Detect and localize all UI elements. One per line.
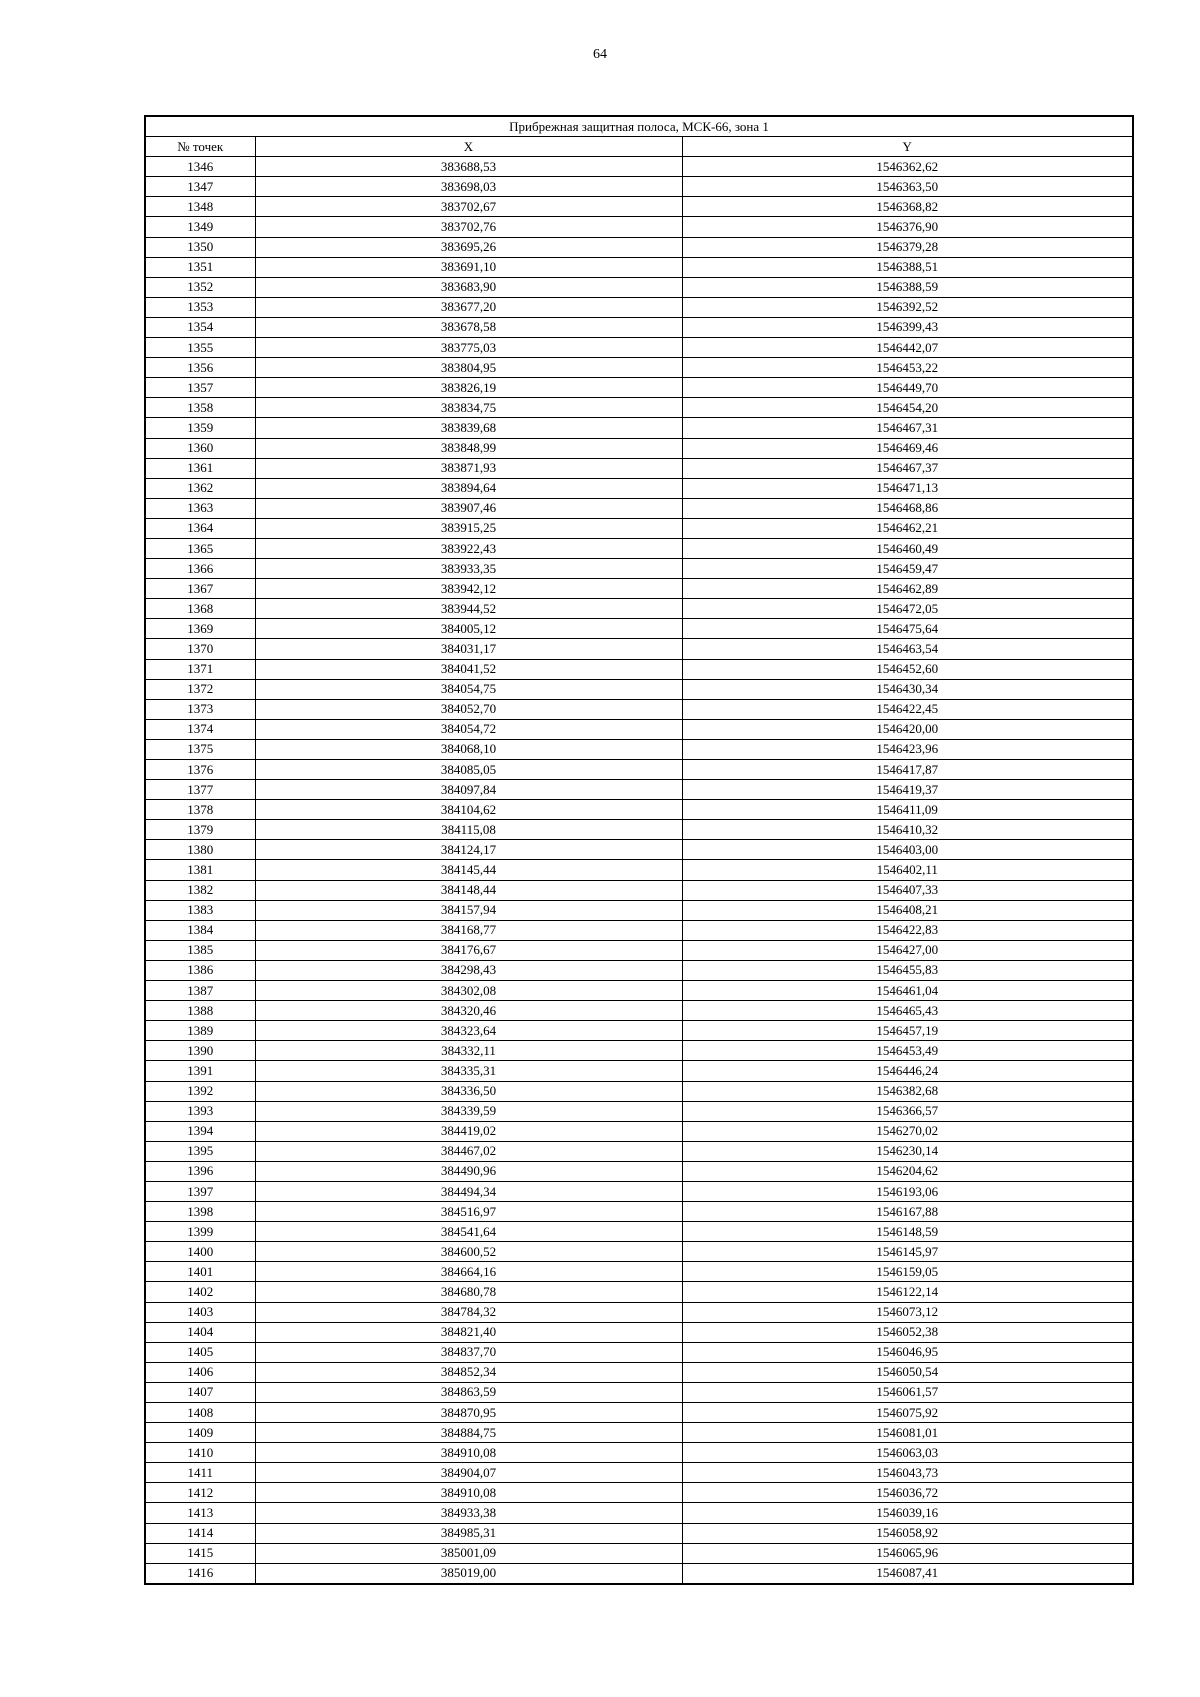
cell-y: 1546230,14 — [682, 1141, 1133, 1161]
cell-x: 384031,17 — [255, 639, 682, 659]
cell-x: 384052,70 — [255, 699, 682, 719]
table-row — [145, 277, 1133, 297]
cell-point-number: 1375 — [145, 739, 255, 759]
table-row — [145, 518, 1133, 538]
cell-point-number: 1362 — [145, 478, 255, 498]
table-row — [145, 197, 1133, 217]
table-row — [145, 1342, 1133, 1362]
cell-point-number: 1408 — [145, 1403, 255, 1423]
cell-x: 384336,50 — [255, 1081, 682, 1101]
cell-point-number: 1352 — [145, 277, 255, 297]
table-row — [145, 157, 1133, 177]
cell-y: 1546417,87 — [682, 760, 1133, 780]
cell-y: 1546442,07 — [682, 338, 1133, 358]
table-row — [145, 237, 1133, 257]
cell-point-number: 1354 — [145, 317, 255, 337]
cell-x: 383907,46 — [255, 498, 682, 518]
cell-point-number: 1395 — [145, 1141, 255, 1161]
cell-x: 384168,77 — [255, 920, 682, 940]
table-row — [145, 780, 1133, 800]
cell-x: 384097,84 — [255, 780, 682, 800]
cell-y: 1546376,90 — [682, 217, 1133, 237]
cell-point-number: 1357 — [145, 378, 255, 398]
table-row — [145, 820, 1133, 840]
cell-point-number: 1412 — [145, 1483, 255, 1503]
cell-point-number: 1364 — [145, 518, 255, 538]
cell-y: 1546467,37 — [682, 458, 1133, 478]
table-row — [145, 619, 1133, 639]
cell-point-number: 1407 — [145, 1382, 255, 1402]
cell-point-number: 1348 — [145, 197, 255, 217]
cell-x: 384821,40 — [255, 1322, 682, 1342]
table-row — [145, 1543, 1133, 1563]
cell-x: 384320,46 — [255, 1001, 682, 1021]
cell-point-number: 1385 — [145, 940, 255, 960]
cell-x: 383944,52 — [255, 599, 682, 619]
cell-x: 384910,08 — [255, 1443, 682, 1463]
cell-x: 384115,08 — [255, 820, 682, 840]
cell-x: 384157,94 — [255, 900, 682, 920]
cell-y: 1546382,68 — [682, 1081, 1133, 1101]
cell-point-number: 1400 — [145, 1242, 255, 1262]
table-row — [145, 1161, 1133, 1181]
cell-x: 384332,11 — [255, 1041, 682, 1061]
cell-point-number: 1347 — [145, 177, 255, 197]
table-row — [145, 1523, 1133, 1543]
column-header-point-number: № точек — [145, 137, 255, 157]
cell-y: 1546453,49 — [682, 1041, 1133, 1061]
table-row — [145, 960, 1133, 980]
cell-x: 384910,08 — [255, 1483, 682, 1503]
cell-point-number: 1377 — [145, 780, 255, 800]
cell-x: 384302,08 — [255, 981, 682, 1001]
cell-x: 384884,75 — [255, 1423, 682, 1443]
cell-y: 1546467,31 — [682, 418, 1133, 438]
table-row — [145, 599, 1133, 619]
cell-point-number: 1360 — [145, 438, 255, 458]
cell-x: 384467,02 — [255, 1141, 682, 1161]
cell-y: 1546403,00 — [682, 840, 1133, 860]
cell-y: 1546454,20 — [682, 398, 1133, 418]
cell-x: 384054,75 — [255, 679, 682, 699]
cell-y: 1546427,00 — [682, 940, 1133, 960]
cell-point-number: 1416 — [145, 1563, 255, 1584]
cell-x: 383702,67 — [255, 197, 682, 217]
page-number: 64 — [593, 47, 607, 62]
cell-x: 383677,20 — [255, 297, 682, 317]
table-row — [145, 358, 1133, 378]
cell-point-number: 1390 — [145, 1041, 255, 1061]
table-row — [145, 1202, 1133, 1222]
table-row — [145, 317, 1133, 337]
cell-point-number: 1379 — [145, 820, 255, 840]
cell-x: 385001,09 — [255, 1543, 682, 1563]
cell-y: 1546050,54 — [682, 1362, 1133, 1382]
cell-point-number: 1386 — [145, 960, 255, 980]
cell-point-number: 1355 — [145, 338, 255, 358]
cell-point-number: 1399 — [145, 1222, 255, 1242]
cell-y: 1546422,83 — [682, 920, 1133, 940]
cell-y: 1546270,02 — [682, 1121, 1133, 1141]
table-row — [145, 1362, 1133, 1382]
table-row — [145, 1463, 1133, 1483]
table-row — [145, 217, 1133, 237]
cell-point-number: 1367 — [145, 579, 255, 599]
table-row — [145, 800, 1133, 820]
cell-point-number: 1388 — [145, 1001, 255, 1021]
cell-x: 383942,12 — [255, 579, 682, 599]
table-row — [145, 659, 1133, 679]
table-row — [145, 257, 1133, 277]
table-row — [145, 760, 1133, 780]
cell-y: 1546457,19 — [682, 1021, 1133, 1041]
cell-point-number: 1414 — [145, 1523, 255, 1543]
table-row — [145, 438, 1133, 458]
cell-y: 1546422,45 — [682, 699, 1133, 719]
cell-x: 384054,72 — [255, 719, 682, 739]
cell-y: 1546463,54 — [682, 639, 1133, 659]
table-row — [145, 981, 1133, 1001]
table-row — [145, 1121, 1133, 1141]
table-row — [145, 739, 1133, 759]
cell-y: 1546159,05 — [682, 1262, 1133, 1282]
cell-x: 384664,16 — [255, 1262, 682, 1282]
cell-point-number: 1365 — [145, 538, 255, 558]
cell-x: 383702,76 — [255, 217, 682, 237]
cell-y: 1546446,24 — [682, 1061, 1133, 1081]
cell-point-number: 1402 — [145, 1282, 255, 1302]
table-row — [145, 458, 1133, 478]
cell-x: 384852,34 — [255, 1362, 682, 1382]
cell-x: 383775,03 — [255, 338, 682, 358]
cell-x: 383826,19 — [255, 378, 682, 398]
cell-y: 1546430,34 — [682, 679, 1133, 699]
table-row — [145, 1021, 1133, 1041]
cell-x: 384298,43 — [255, 960, 682, 980]
cell-y: 1546449,70 — [682, 378, 1133, 398]
table-row — [145, 177, 1133, 197]
cell-y: 1546392,52 — [682, 297, 1133, 317]
cell-x: 384176,67 — [255, 940, 682, 960]
table-row — [145, 1181, 1133, 1201]
cell-y: 1546402,11 — [682, 860, 1133, 880]
cell-y: 1546061,57 — [682, 1382, 1133, 1402]
table-row — [145, 679, 1133, 699]
table-row — [145, 1101, 1133, 1121]
cell-point-number: 1378 — [145, 800, 255, 820]
cell-point-number: 1405 — [145, 1342, 255, 1362]
cell-y: 1546420,00 — [682, 719, 1133, 739]
cell-point-number: 1415 — [145, 1543, 255, 1563]
cell-x: 383915,25 — [255, 518, 682, 538]
cell-x: 383839,68 — [255, 418, 682, 438]
cell-point-number: 1401 — [145, 1262, 255, 1282]
cell-x: 384068,10 — [255, 739, 682, 759]
cell-y: 1546058,92 — [682, 1523, 1133, 1543]
table-row — [145, 900, 1133, 920]
cell-x: 383848,99 — [255, 438, 682, 458]
cell-y: 1546043,73 — [682, 1463, 1133, 1483]
cell-y: 1546452,60 — [682, 659, 1133, 679]
cell-point-number: 1392 — [145, 1081, 255, 1101]
cell-y: 1546453,22 — [682, 358, 1133, 378]
cell-y: 1546469,46 — [682, 438, 1133, 458]
cell-x: 385019,00 — [255, 1563, 682, 1584]
cell-x: 383695,26 — [255, 237, 682, 257]
cell-point-number: 1346 — [145, 157, 255, 177]
cell-point-number: 1358 — [145, 398, 255, 418]
cell-point-number: 1359 — [145, 418, 255, 438]
cell-y: 1546087,41 — [682, 1563, 1133, 1584]
table-row — [145, 1242, 1133, 1262]
table-row — [145, 1061, 1133, 1081]
cell-point-number: 1396 — [145, 1161, 255, 1181]
table-row — [145, 1563, 1133, 1584]
cell-y: 1546472,05 — [682, 599, 1133, 619]
table-row — [145, 920, 1133, 940]
cell-point-number: 1382 — [145, 880, 255, 900]
cell-y: 1546408,21 — [682, 900, 1133, 920]
cell-y: 1546411,09 — [682, 800, 1133, 820]
table-row — [145, 1262, 1133, 1282]
cell-y: 1546148,59 — [682, 1222, 1133, 1242]
cell-point-number: 1353 — [145, 297, 255, 317]
table-row — [145, 1483, 1133, 1503]
cell-x: 384494,34 — [255, 1181, 682, 1201]
cell-y: 1546461,04 — [682, 981, 1133, 1001]
cell-x: 384085,05 — [255, 760, 682, 780]
cell-y: 1546145,97 — [682, 1242, 1133, 1262]
cell-point-number: 1349 — [145, 217, 255, 237]
table-row — [145, 579, 1133, 599]
coordinates-table — [144, 115, 1134, 1585]
cell-x: 384933,38 — [255, 1503, 682, 1523]
table-title: Прибрежная защитная полоса, МСК-66, зона 1 — [145, 116, 1133, 137]
cell-point-number: 1350 — [145, 237, 255, 257]
cell-y: 1546462,21 — [682, 518, 1133, 538]
cell-x: 383894,64 — [255, 478, 682, 498]
cell-x: 384784,32 — [255, 1302, 682, 1322]
cell-point-number: 1404 — [145, 1322, 255, 1342]
cell-y: 1546167,88 — [682, 1202, 1133, 1222]
cell-point-number: 1376 — [145, 760, 255, 780]
table-row — [145, 1041, 1133, 1061]
cell-point-number: 1356 — [145, 358, 255, 378]
cell-point-number: 1398 — [145, 1202, 255, 1222]
table-row — [145, 880, 1133, 900]
cell-point-number: 1391 — [145, 1061, 255, 1081]
cell-y: 1546063,03 — [682, 1443, 1133, 1463]
cell-point-number: 1351 — [145, 257, 255, 277]
cell-point-number: 1384 — [145, 920, 255, 940]
cell-y: 1546073,12 — [682, 1302, 1133, 1322]
cell-point-number: 1393 — [145, 1101, 255, 1121]
table-body — [145, 157, 1133, 1584]
cell-x: 384985,31 — [255, 1523, 682, 1543]
cell-y: 1546399,43 — [682, 317, 1133, 337]
cell-y: 1546039,16 — [682, 1503, 1133, 1523]
cell-x: 384335,31 — [255, 1061, 682, 1081]
cell-point-number: 1363 — [145, 498, 255, 518]
table-row — [145, 699, 1133, 719]
cell-y: 1546366,57 — [682, 1101, 1133, 1121]
cell-x: 384904,07 — [255, 1463, 682, 1483]
cell-x: 384837,70 — [255, 1342, 682, 1362]
cell-y: 1546122,14 — [682, 1282, 1133, 1302]
table-row — [145, 297, 1133, 317]
table-row — [145, 1443, 1133, 1463]
table-row — [145, 498, 1133, 518]
cell-y: 1546081,01 — [682, 1423, 1133, 1443]
cell-x: 384339,59 — [255, 1101, 682, 1121]
cell-point-number: 1366 — [145, 559, 255, 579]
table-header-row — [145, 137, 1133, 157]
cell-point-number: 1380 — [145, 840, 255, 860]
cell-x: 384870,95 — [255, 1403, 682, 1423]
cell-point-number: 1370 — [145, 639, 255, 659]
cell-x: 384600,52 — [255, 1242, 682, 1262]
cell-point-number: 1397 — [145, 1181, 255, 1201]
table-row — [145, 1282, 1133, 1302]
table-row — [145, 538, 1133, 558]
cell-point-number: 1371 — [145, 659, 255, 679]
table-row — [145, 1081, 1133, 1101]
table-title-row — [145, 116, 1133, 137]
cell-x: 384516,97 — [255, 1202, 682, 1222]
cell-y: 1546471,13 — [682, 478, 1133, 498]
cell-point-number: 1410 — [145, 1443, 255, 1463]
table-row — [145, 840, 1133, 860]
cell-point-number: 1406 — [145, 1362, 255, 1382]
table-row — [145, 1322, 1133, 1342]
table-row — [145, 1001, 1133, 1021]
cell-y: 1546475,64 — [682, 619, 1133, 639]
cell-point-number: 1394 — [145, 1121, 255, 1141]
table-row — [145, 559, 1133, 579]
cell-point-number: 1413 — [145, 1503, 255, 1523]
cell-y: 1546462,89 — [682, 579, 1133, 599]
cell-x: 383933,35 — [255, 559, 682, 579]
cell-x: 384419,02 — [255, 1121, 682, 1141]
table-row — [145, 1503, 1133, 1523]
cell-x: 383683,90 — [255, 277, 682, 297]
cell-point-number: 1387 — [145, 981, 255, 1001]
table-row — [145, 338, 1133, 358]
cell-y: 1546407,33 — [682, 880, 1133, 900]
cell-y: 1546075,92 — [682, 1403, 1133, 1423]
table-row — [145, 940, 1133, 960]
table-row — [145, 418, 1133, 438]
cell-x: 384104,62 — [255, 800, 682, 820]
cell-point-number: 1411 — [145, 1463, 255, 1483]
cell-x: 384145,44 — [255, 860, 682, 880]
table-row — [145, 1403, 1133, 1423]
cell-y: 1546388,59 — [682, 277, 1133, 297]
cell-y: 1546052,38 — [682, 1322, 1133, 1342]
cell-x: 384124,17 — [255, 840, 682, 860]
cell-x: 384490,96 — [255, 1161, 682, 1181]
cell-y: 1546368,82 — [682, 197, 1133, 217]
table-row — [145, 378, 1133, 398]
cell-y: 1546379,28 — [682, 237, 1133, 257]
cell-x: 384541,64 — [255, 1222, 682, 1242]
table-row — [145, 1141, 1133, 1161]
table-row — [145, 398, 1133, 418]
cell-x: 383922,43 — [255, 538, 682, 558]
table-row — [145, 1423, 1133, 1443]
cell-point-number: 1389 — [145, 1021, 255, 1041]
cell-x: 383691,10 — [255, 257, 682, 277]
cell-x: 383804,95 — [255, 358, 682, 378]
table-row — [145, 1222, 1133, 1242]
cell-x: 383688,53 — [255, 157, 682, 177]
cell-y: 1546363,50 — [682, 177, 1133, 197]
cell-y: 1546460,49 — [682, 538, 1133, 558]
table-row — [145, 860, 1133, 880]
cell-point-number: 1372 — [145, 679, 255, 699]
cell-y: 1546410,32 — [682, 820, 1133, 840]
cell-y: 1546465,43 — [682, 1001, 1133, 1021]
cell-y: 1546419,37 — [682, 780, 1133, 800]
cell-x: 383678,58 — [255, 317, 682, 337]
table-row — [145, 478, 1133, 498]
cell-y: 1546193,06 — [682, 1181, 1133, 1201]
cell-x: 384005,12 — [255, 619, 682, 639]
column-header-x: X — [255, 137, 682, 157]
cell-point-number: 1381 — [145, 860, 255, 880]
cell-y: 1546204,62 — [682, 1161, 1133, 1181]
cell-y: 1546065,96 — [682, 1543, 1133, 1563]
table-row — [145, 1302, 1133, 1322]
cell-point-number: 1403 — [145, 1302, 255, 1322]
table-row — [145, 719, 1133, 739]
column-header-y: Y — [682, 137, 1133, 157]
cell-point-number: 1374 — [145, 719, 255, 739]
cell-x: 384148,44 — [255, 880, 682, 900]
cell-y: 1546362,62 — [682, 157, 1133, 177]
table-row — [145, 639, 1133, 659]
cell-y: 1546455,83 — [682, 960, 1133, 980]
cell-x: 384041,52 — [255, 659, 682, 679]
cell-point-number: 1409 — [145, 1423, 255, 1443]
cell-x: 383871,93 — [255, 458, 682, 478]
cell-y: 1546423,96 — [682, 739, 1133, 759]
cell-y: 1546036,72 — [682, 1483, 1133, 1503]
cell-point-number: 1368 — [145, 599, 255, 619]
cell-y: 1546459,47 — [682, 559, 1133, 579]
table-row — [145, 1382, 1133, 1402]
cell-x: 384323,64 — [255, 1021, 682, 1041]
cell-x: 383834,75 — [255, 398, 682, 418]
cell-point-number: 1383 — [145, 900, 255, 920]
cell-x: 384863,59 — [255, 1382, 682, 1402]
cell-x: 384680,78 — [255, 1282, 682, 1302]
cell-x: 383698,03 — [255, 177, 682, 197]
cell-point-number: 1369 — [145, 619, 255, 639]
cell-y: 1546046,95 — [682, 1342, 1133, 1362]
cell-point-number: 1373 — [145, 699, 255, 719]
cell-point-number: 1361 — [145, 458, 255, 478]
cell-y: 1546388,51 — [682, 257, 1133, 277]
cell-y: 1546468,86 — [682, 498, 1133, 518]
